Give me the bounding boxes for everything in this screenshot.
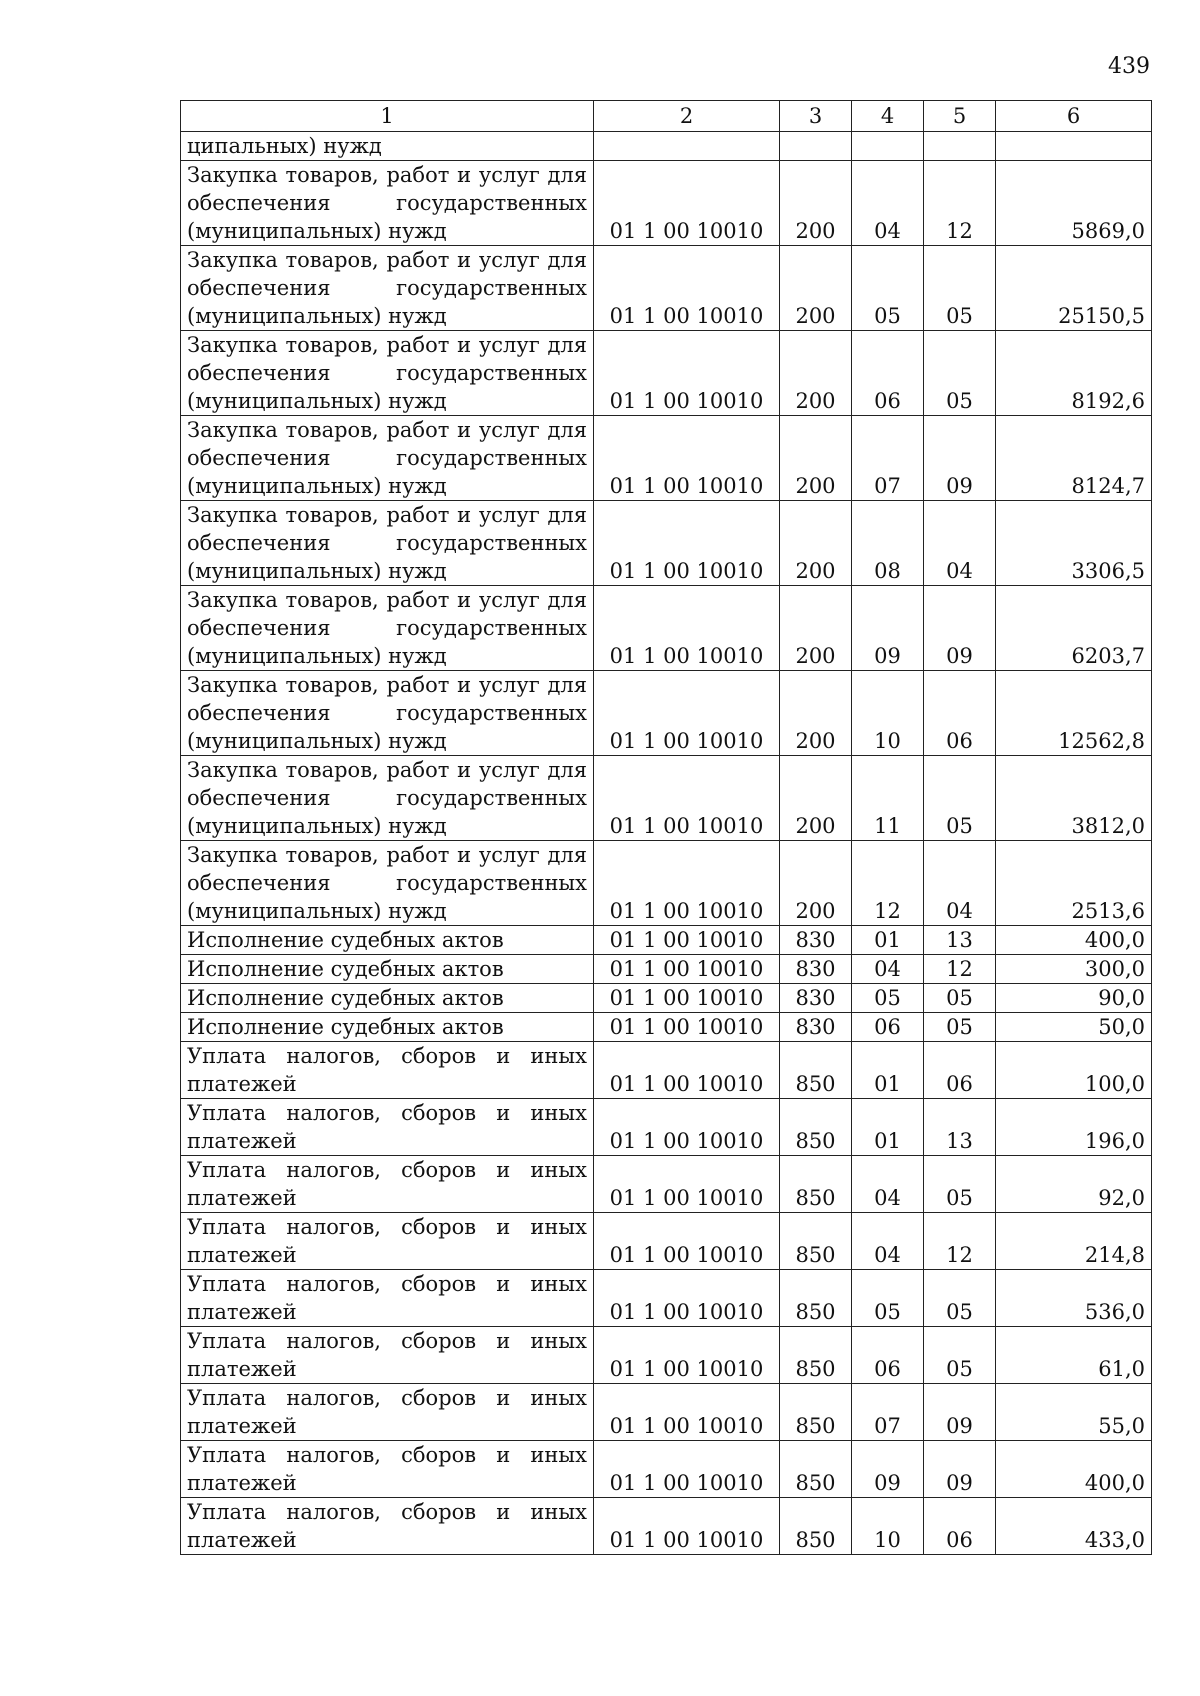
expense-type-cell: 830 (780, 926, 852, 955)
target-article-cell: 01 1 00 10010 (594, 1099, 780, 1156)
amount-cell (996, 132, 1152, 161)
section-cell: 06 (852, 1013, 924, 1042)
expense-type-cell: 850 (780, 1042, 852, 1099)
table-row (181, 331, 1152, 416)
column-header: 1 (181, 101, 594, 132)
subsection-cell: 05 (924, 246, 996, 331)
expense-type-cell: 850 (780, 1270, 852, 1327)
section-cell: 05 (852, 1270, 924, 1327)
target-article-cell: 01 1 00 10010 (594, 756, 780, 841)
target-article-cell: 01 1 00 10010 (594, 501, 780, 586)
expense-name-cell: Уплата налогов, сборов и иных платежей (181, 1498, 594, 1555)
expense-name-cell: Исполнение судебных актов (181, 955, 594, 984)
amount-cell: 196,0 (996, 1099, 1152, 1156)
subsection-cell: 06 (924, 1042, 996, 1099)
expense-type-cell: 200 (780, 841, 852, 926)
amount-cell: 92,0 (996, 1156, 1152, 1213)
expense-type-cell (780, 132, 852, 161)
subsection-cell: 09 (924, 1384, 996, 1441)
amount-cell: 8124,7 (996, 416, 1152, 501)
subsection-cell: 13 (924, 926, 996, 955)
subsection-cell: 09 (924, 1441, 996, 1498)
subsection-cell: 05 (924, 756, 996, 841)
expense-name-cell: Закупка товаров, работ и услуг для обеспечения государственных (муниципальных) нужд (181, 246, 594, 331)
section-cell: 04 (852, 161, 924, 246)
column-header: 5 (924, 101, 996, 132)
section-cell: 05 (852, 984, 924, 1013)
amount-cell: 50,0 (996, 1013, 1152, 1042)
target-article-cell: 01 1 00 10010 (594, 926, 780, 955)
page-number: 439 (1108, 54, 1150, 79)
expense-type-cell: 200 (780, 501, 852, 586)
expense-name-cell: Закупка товаров, работ и услуг для обеспечения государственных (муниципальных) нужд (181, 416, 594, 501)
target-article-cell: 01 1 00 10010 (594, 586, 780, 671)
target-article-cell: 01 1 00 10010 (594, 416, 780, 501)
expense-type-cell: 850 (780, 1384, 852, 1441)
target-article-cell: 01 1 00 10010 (594, 1384, 780, 1441)
subsection-cell: 09 (924, 416, 996, 501)
target-article-cell: 01 1 00 10010 (594, 331, 780, 416)
table-row (181, 501, 1152, 586)
table-row (181, 1213, 1152, 1270)
expense-type-cell: 200 (780, 416, 852, 501)
section-cell: 09 (852, 586, 924, 671)
section-cell: 09 (852, 1441, 924, 1498)
amount-cell: 433,0 (996, 1498, 1152, 1555)
expense-type-cell: 850 (780, 1327, 852, 1384)
subsection-cell: 05 (924, 1013, 996, 1042)
budget-table (180, 100, 1152, 1555)
table-row (181, 161, 1152, 246)
expense-type-cell: 200 (780, 671, 852, 756)
target-article-cell: 01 1 00 10010 (594, 161, 780, 246)
amount-cell: 400,0 (996, 1441, 1152, 1498)
expense-name-cell: Закупка товаров, работ и услуг для обеспечения государственных (муниципальных) нужд (181, 501, 594, 586)
amount-cell: 300,0 (996, 955, 1152, 984)
amount-cell: 6203,7 (996, 586, 1152, 671)
amount-cell: 12562,8 (996, 671, 1152, 756)
section-cell: 06 (852, 1327, 924, 1384)
subsection-cell: 12 (924, 161, 996, 246)
amount-cell: 214,8 (996, 1213, 1152, 1270)
target-article-cell: 01 1 00 10010 (594, 1156, 780, 1213)
section-cell: 06 (852, 331, 924, 416)
table-row (181, 132, 1152, 161)
section-cell: 01 (852, 926, 924, 955)
table-row (181, 586, 1152, 671)
target-article-cell: 01 1 00 10010 (594, 984, 780, 1013)
table-row (181, 1099, 1152, 1156)
table-row (181, 955, 1152, 984)
expense-name-cell: Уплата налогов, сборов и иных платежей (181, 1042, 594, 1099)
target-article-cell: 01 1 00 10010 (594, 671, 780, 756)
table-row (181, 1384, 1152, 1441)
section-cell: 01 (852, 1042, 924, 1099)
expense-type-cell: 850 (780, 1213, 852, 1270)
target-article-cell: 01 1 00 10010 (594, 1270, 780, 1327)
subsection-cell: 09 (924, 586, 996, 671)
expense-type-cell: 850 (780, 1099, 852, 1156)
amount-cell: 400,0 (996, 926, 1152, 955)
section-cell: 04 (852, 1213, 924, 1270)
target-article-cell: 01 1 00 10010 (594, 1441, 780, 1498)
table-row (181, 1498, 1152, 1555)
section-cell (852, 132, 924, 161)
expense-name-cell: Исполнение судебных актов (181, 926, 594, 955)
subsection-cell: 04 (924, 841, 996, 926)
target-article-cell: 01 1 00 10010 (594, 246, 780, 331)
subsection-cell: 05 (924, 1156, 996, 1213)
table-row (181, 1441, 1152, 1498)
subsection-cell: 12 (924, 955, 996, 984)
amount-cell: 5869,0 (996, 161, 1152, 246)
expense-name-cell: Уплата налогов, сборов и иных платежей (181, 1213, 594, 1270)
section-cell: 11 (852, 756, 924, 841)
section-cell: 04 (852, 1156, 924, 1213)
table-row (181, 1327, 1152, 1384)
amount-cell: 2513,6 (996, 841, 1152, 926)
column-header: 6 (996, 101, 1152, 132)
subsection-cell: 05 (924, 1270, 996, 1327)
section-cell: 04 (852, 955, 924, 984)
expense-type-cell: 200 (780, 246, 852, 331)
expense-type-cell: 850 (780, 1156, 852, 1213)
expense-name-cell: Уплата налогов, сборов и иных платежей (181, 1384, 594, 1441)
expense-name-cell: Закупка товаров, работ и услуг для обеспечения государственных (муниципальных) нужд (181, 586, 594, 671)
subsection-cell: 05 (924, 984, 996, 1013)
expense-name-cell: Уплата налогов, сборов и иных платежей (181, 1441, 594, 1498)
table-row (181, 1156, 1152, 1213)
section-cell: 01 (852, 1099, 924, 1156)
section-cell: 08 (852, 501, 924, 586)
amount-cell: 3306,5 (996, 501, 1152, 586)
amount-cell: 536,0 (996, 1270, 1152, 1327)
table-row (181, 1270, 1152, 1327)
expense-name-cell: Исполнение судебных актов (181, 1013, 594, 1042)
section-cell: 10 (852, 671, 924, 756)
expense-type-cell: 850 (780, 1441, 852, 1498)
table-header-row (181, 101, 1152, 132)
subsection-cell: 06 (924, 1498, 996, 1555)
expense-name-cell: Исполнение судебных актов (181, 984, 594, 1013)
amount-cell: 8192,6 (996, 331, 1152, 416)
expense-type-cell: 200 (780, 331, 852, 416)
amount-cell: 3812,0 (996, 756, 1152, 841)
table-row (181, 671, 1152, 756)
section-cell: 10 (852, 1498, 924, 1555)
table-row (181, 246, 1152, 331)
expense-type-cell: 830 (780, 984, 852, 1013)
table-row (181, 416, 1152, 501)
expense-type-cell: 200 (780, 161, 852, 246)
amount-cell: 100,0 (996, 1042, 1152, 1099)
section-cell: 07 (852, 416, 924, 501)
table-body (181, 132, 1152, 1555)
column-header: 2 (594, 101, 780, 132)
expense-name-cell: Уплата налогов, сборов и иных платежей (181, 1327, 594, 1384)
table-row (181, 1042, 1152, 1099)
expense-name-cell: Закупка товаров, работ и услуг для обеспечения государственных (муниципальных) нужд (181, 161, 594, 246)
table-row (181, 841, 1152, 926)
subsection-cell: 05 (924, 331, 996, 416)
section-cell: 07 (852, 1384, 924, 1441)
target-article-cell: 01 1 00 10010 (594, 955, 780, 984)
table-row (181, 926, 1152, 955)
subsection-cell (924, 132, 996, 161)
expense-name-cell: Уплата налогов, сборов и иных платежей (181, 1156, 594, 1213)
amount-cell: 90,0 (996, 984, 1152, 1013)
expense-type-cell: 830 (780, 955, 852, 984)
subsection-cell: 13 (924, 1099, 996, 1156)
target-article-cell: 01 1 00 10010 (594, 1327, 780, 1384)
target-article-cell: 01 1 00 10010 (594, 1213, 780, 1270)
expense-name-cell: Закупка товаров, работ и услуг для обеспечения государственных (муниципальных) нужд (181, 331, 594, 416)
amount-cell: 55,0 (996, 1384, 1152, 1441)
amount-cell: 61,0 (996, 1327, 1152, 1384)
amount-cell: 25150,5 (996, 246, 1152, 331)
target-article-cell: 01 1 00 10010 (594, 1013, 780, 1042)
section-cell: 12 (852, 841, 924, 926)
expense-name-cell: Закупка товаров, работ и услуг для обеспечения государственных (муниципальных) нужд (181, 671, 594, 756)
target-article-cell: 01 1 00 10010 (594, 1042, 780, 1099)
expense-type-cell: 200 (780, 756, 852, 841)
expense-name-cell: ципальных) нужд (181, 132, 594, 161)
table-row (181, 756, 1152, 841)
target-article-cell: 01 1 00 10010 (594, 1498, 780, 1555)
column-header: 4 (852, 101, 924, 132)
expense-name-cell: Уплата налогов, сборов и иных платежей (181, 1099, 594, 1156)
subsection-cell: 06 (924, 671, 996, 756)
target-article-cell: 01 1 00 10010 (594, 841, 780, 926)
subsection-cell: 05 (924, 1327, 996, 1384)
column-header: 3 (780, 101, 852, 132)
expense-name-cell: Уплата налогов, сборов и иных платежей (181, 1270, 594, 1327)
expense-name-cell: Закупка товаров, работ и услуг для обеспечения государственных (муниципальных) нужд (181, 841, 594, 926)
table-row (181, 1013, 1152, 1042)
subsection-cell: 04 (924, 501, 996, 586)
expense-type-cell: 850 (780, 1498, 852, 1555)
section-cell: 05 (852, 246, 924, 331)
subsection-cell: 12 (924, 1213, 996, 1270)
expense-type-cell: 830 (780, 1013, 852, 1042)
table-row (181, 984, 1152, 1013)
expense-name-cell: Закупка товаров, работ и услуг для обеспечения государственных (муниципальных) нужд (181, 756, 594, 841)
expense-type-cell: 200 (780, 586, 852, 671)
target-article-cell (594, 132, 780, 161)
